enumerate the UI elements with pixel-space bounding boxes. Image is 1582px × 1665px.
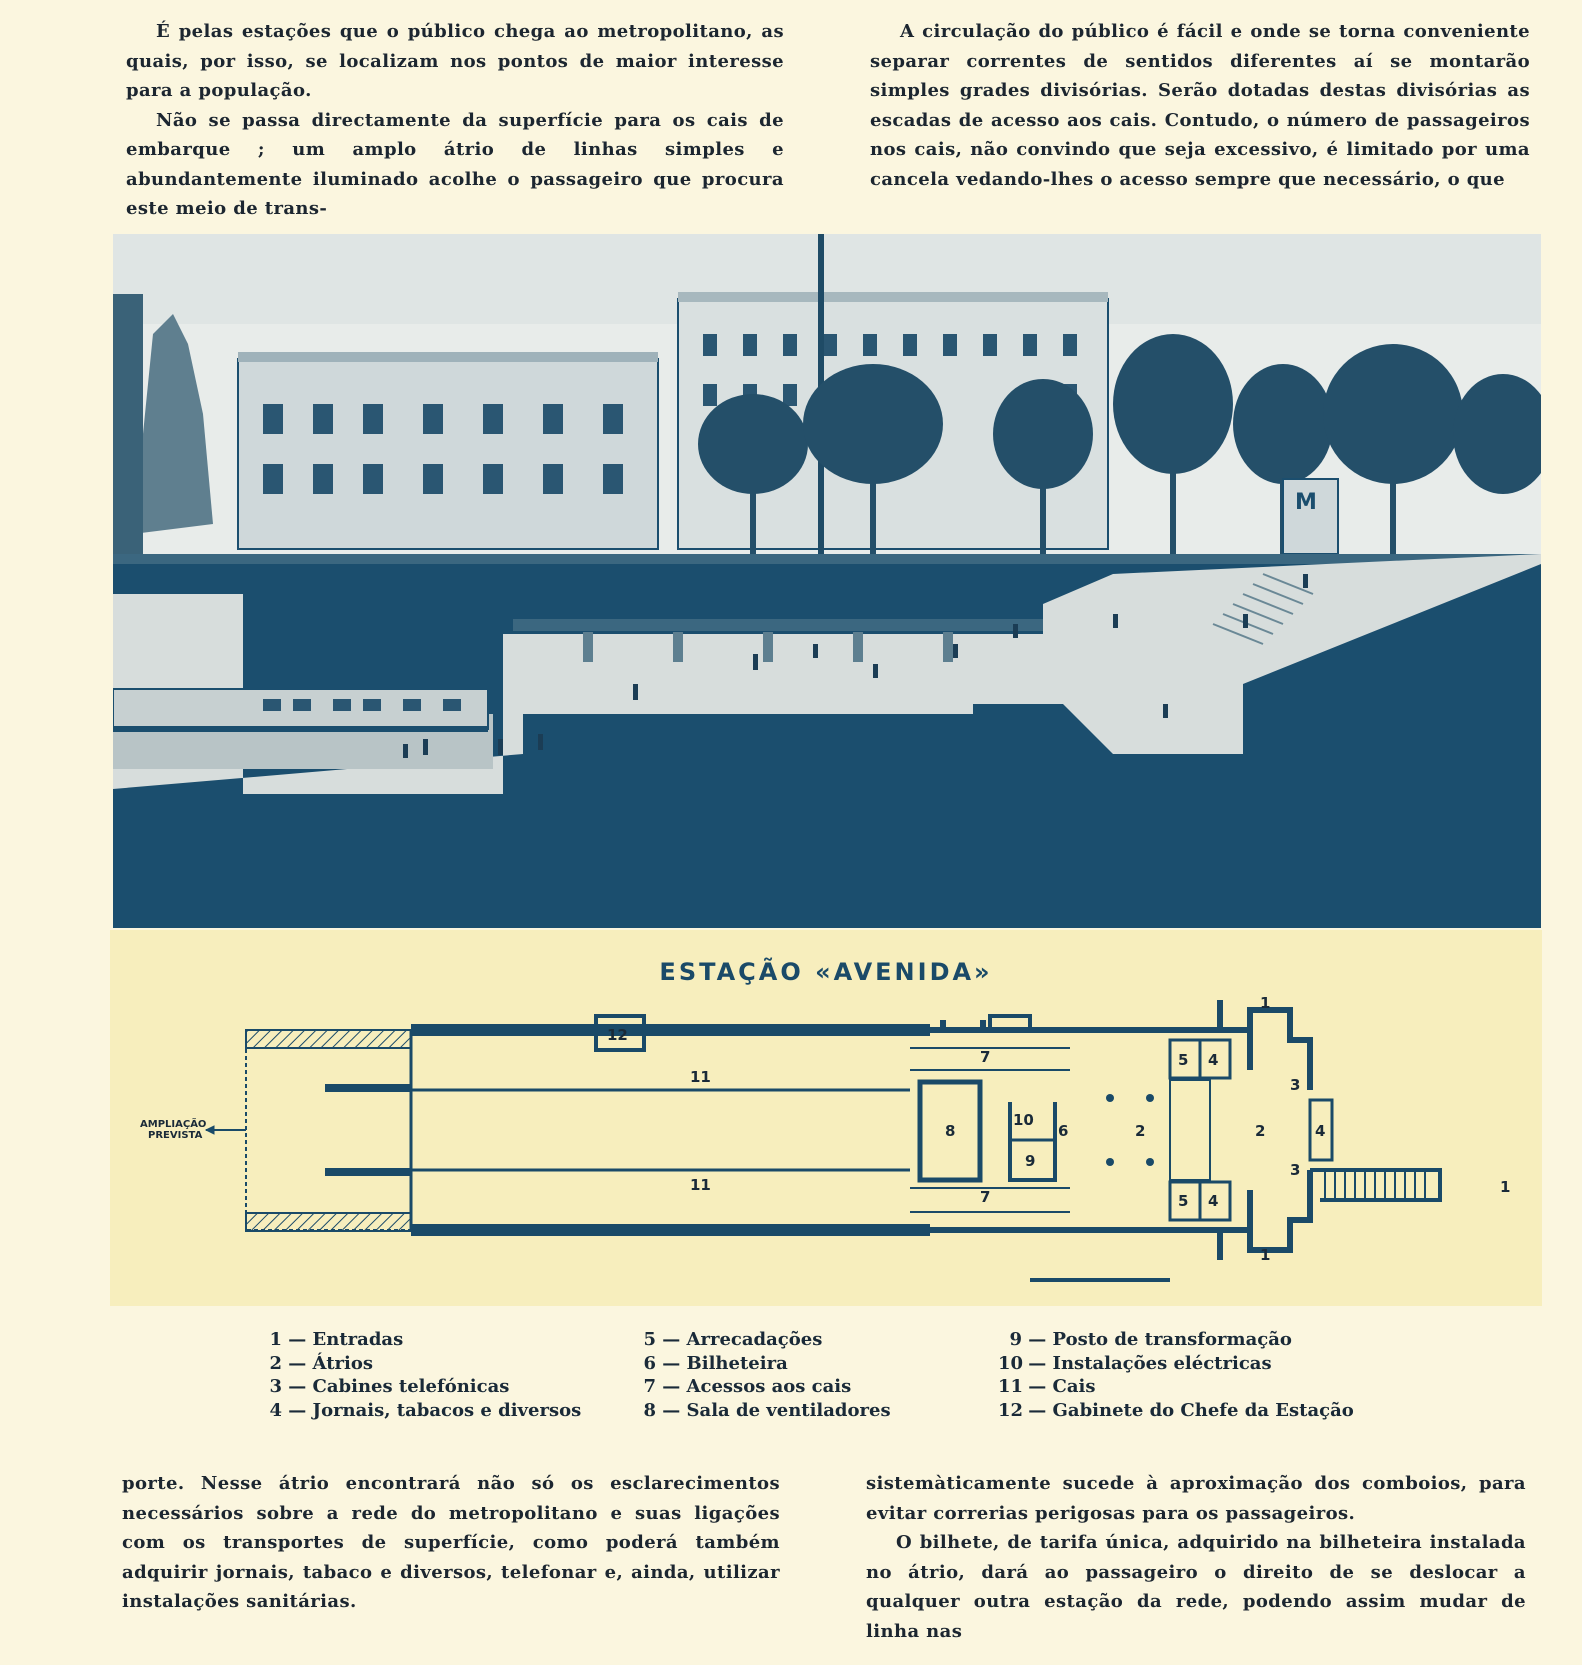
plan-label-12: 12 [607, 1026, 628, 1044]
text-column-bottom-right [866, 1469, 1526, 1646]
plan-label-4: 4 [1208, 1051, 1219, 1069]
paragraph: O bilhete, de tarifa única, adquirido na bilheteira instalada no átrio, dará ao passageiro o direito de se deslocar a qualquer outra estação da rede, podendo assim mudar de linha nas [866, 1532, 1526, 1642]
plan-legend [268, 1328, 1388, 1428]
plan-label-1: 1 [1260, 994, 1271, 1012]
plan-label-5: 5 [1178, 1051, 1189, 1069]
paragraph: Não se passa directamente da superfície para os cais de embarque ; um amplo átrio de linhas simples e abundantemente iluminado acolhe o passageiro que procura este meio de trans- [126, 109, 784, 219]
legend-column [998, 1328, 1354, 1422]
text-column-top-left [126, 17, 784, 224]
legend-item: 3 — Cabines telefónicas [269, 1376, 510, 1397]
plan-label-1: 1 [1260, 1246, 1271, 1264]
plan-label-4: 4 [1315, 1122, 1326, 1140]
plan-label-10: 10 [1013, 1111, 1034, 1129]
floor-plan-panel [110, 930, 1542, 1306]
plan-label-11: 11 [690, 1068, 711, 1086]
legend-item: 2 — Átrios [269, 1352, 373, 1374]
station-floor-plan [110, 930, 1542, 1306]
legend-column [642, 1328, 891, 1422]
plan-label-2: 2 [1135, 1122, 1146, 1140]
legend-column [268, 1328, 581, 1422]
illustration-drawing [113, 234, 1541, 928]
ampliacao-label: AMPLIAÇÃO [140, 1119, 207, 1130]
paragraph: É pelas estações que o público chega ao metropolitano, as quais, por isso, se localizam nos pontos de maior interesse para a população. [126, 21, 784, 101]
plan-label-6: 6 [1058, 1122, 1069, 1140]
paragraph: sistemàticamente sucede à aproximação dos comboios, para evitar correrias perigosas para os passageiros. [866, 1473, 1526, 1524]
legend-item: 7 — Acessos aos cais [643, 1376, 852, 1397]
plan-label-7: 7 [980, 1188, 991, 1206]
legend-item: 12 — Gabinete do Chefe da Estação [998, 1399, 1354, 1421]
paragraph: porte. Nesse átrio encontrará não só os esclarecimentos necessários sobre a rede do metropolitano e suas ligações com os transportes de superfície, como poderá também adquirir jornais, tabaco e diversos, telefonar e, ainda, utilizar instalações sanitárias. [122, 1473, 780, 1612]
plan-label-1: 1 [1500, 1178, 1511, 1196]
legend-item: 10 — Instalações eléctricas [998, 1352, 1272, 1374]
plan-label-8: 8 [945, 1122, 956, 1140]
plan-label-7: 7 [980, 1048, 991, 1066]
legend-item: 4 — Jornais, tabacos e diversos [269, 1399, 582, 1421]
legend-item: 9 — Posto de transformação [1009, 1329, 1292, 1350]
plan-label-3: 3 [1290, 1161, 1301, 1179]
plan-label-9: 9 [1025, 1152, 1036, 1170]
legend-item: 5 — Arrecadações [643, 1329, 823, 1350]
plan-label-4: 4 [1208, 1192, 1219, 1210]
legend-item: 6 — Bilheteira [643, 1352, 788, 1374]
plan-label-5: 5 [1178, 1192, 1189, 1210]
plan-label-2: 2 [1255, 1122, 1266, 1140]
plan-label-3: 3 [1290, 1076, 1301, 1094]
plan-title: ESTAÇÃO «AVENIDA» [659, 958, 993, 986]
plan-label-11: 11 [690, 1176, 711, 1194]
legend-item: 11 — Cais [998, 1376, 1096, 1397]
svg-text:M: M [1295, 490, 1317, 515]
paragraph: A circulação do público é fácil e onde se torna conveniente separar correntes de sentidos diferentes aí se montarão simples grades divisórias. Serão dotadas destas divisórias as escadas de acesso aos cais. Contudo, o número de passageiros nos cais, não convindo que seja excessivo, é limitado por uma cancela vedando-lhes o acesso sempre que necessário, o que [870, 21, 1530, 190]
station-cutaway-illustration [113, 234, 1541, 928]
ampliacao-label: PREVISTA [148, 1130, 203, 1141]
text-column-bottom-left [122, 1469, 780, 1617]
text-column-top-right [870, 17, 1530, 194]
legend-item: 8 — Sala de ventiladores [643, 1399, 891, 1421]
legend-item: 1 — Entradas [269, 1329, 404, 1350]
